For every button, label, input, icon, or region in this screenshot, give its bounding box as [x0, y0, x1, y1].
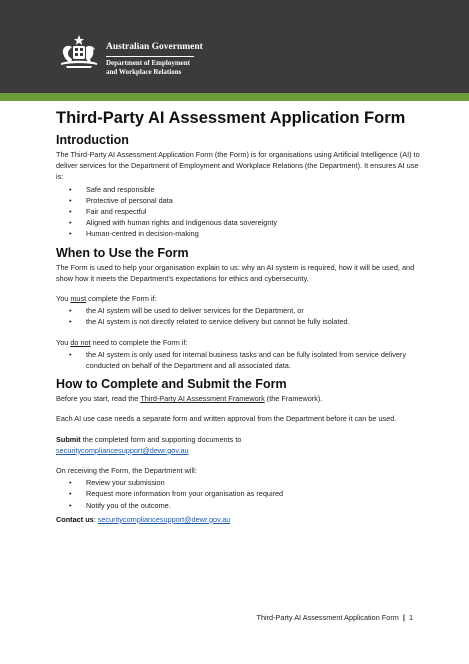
each-use-case-paragraph: Each AI use case needs a separate form and written approval from the Department before it can be used.: [56, 414, 397, 424]
page-footer: [256, 613, 413, 622]
must-bullet-list: [56, 305, 421, 327]
submit-text: the completed form and supporting documents to: [80, 434, 242, 444]
read-suffix: (the Framework).: [264, 394, 323, 404]
page-number: 1: [408, 613, 413, 622]
page-header: [0, 0, 469, 93]
not-bullet-list: [56, 349, 421, 371]
must-prefix: You: [56, 294, 71, 304]
receiving-paragraph: On receiving the Form, the Department will:: [56, 466, 197, 476]
list-item: • Notify you of the outcome.: [56, 500, 421, 511]
list-item: • the AI system is not directly related to service delivery but cannot be fully isolated.: [56, 316, 421, 327]
list-item: • the AI system will be used to deliver services for the Department, or: [56, 305, 421, 316]
contact-bold: Contact us: [56, 514, 94, 524]
list-item: • Safe and responsible: [56, 184, 421, 195]
intro-paragraph: The Third-Party AI Assessment Application Form (the Form) is for organisations using Artificial Intelligence (AI) to deliver services for the Department of Employment and Workplace Relations (the Department). It ensures AI use is:: [56, 150, 420, 182]
must-intro: [56, 293, 421, 304]
government-name: Australian Government: [106, 42, 203, 52]
not-emphasis: do not: [70, 337, 91, 347]
list-item: • Human-centred in decision-making: [56, 228, 421, 239]
when-paragraph: The Form is used to help your organisation explain to us: why an AI system is required, how it will be used, and show how it meets the Department’s expectations for ethics and cybersecurity.: [56, 262, 415, 283]
submit-paragraph: [56, 434, 421, 456]
document-title: Third-Party AI Assessment Application Form: [56, 109, 406, 127]
list-item: • Protective of personal data: [56, 195, 421, 206]
list-item: • Aligned with human rights and Indigenous data sovereignty: [56, 217, 421, 228]
government-logo-text: [106, 42, 203, 76]
list-item: • Fair and respectful: [56, 206, 421, 217]
logo-divider: [106, 56, 194, 57]
receiving-bullet-list: [56, 477, 421, 511]
list-item: • the AI system is only used for internal business tasks and can be fully isolated from service delivery conducted on behalf of the Department and all associated data.: [56, 349, 421, 371]
list-item: • Review your submission: [56, 477, 421, 488]
submit-email-link[interactable]: securitycompliancesupport@dewr.gov.au: [56, 445, 189, 455]
intro-bullet-list: [56, 184, 421, 240]
submit-bold: Submit: [56, 434, 81, 444]
framework-link[interactable]: Third-Party AI Assessment Framework: [140, 394, 265, 404]
not-suffix: need to complete the Form if:: [90, 337, 188, 347]
section-heading-how: How to Complete and Submit the Form: [56, 377, 287, 392]
accent-bar: [0, 93, 469, 101]
contact-paragraph: [56, 514, 421, 525]
not-prefix: You: [56, 337, 71, 347]
section-heading-introduction: Introduction: [56, 133, 129, 147]
section-heading-when: When to Use the Form: [56, 245, 189, 260]
department-line-1: Department of Employment: [106, 59, 190, 67]
contact-separator: :: [93, 514, 98, 524]
list-item: • Request more information from your organisation as required: [56, 488, 421, 499]
coat-of-arms-icon: [58, 33, 100, 71]
document-body: [56, 107, 421, 525]
footer-separator: |: [402, 613, 405, 622]
department-line-2: and Workplace Relations: [106, 67, 182, 76]
read-prefix: Before you start, read the: [56, 394, 141, 404]
must-emphasis: must: [70, 294, 87, 304]
contact-email-link[interactable]: securitycompliancesupport@dewr.gov.au: [97, 514, 231, 524]
not-intro: [56, 337, 421, 348]
read-framework-paragraph: [56, 393, 421, 404]
footer-title: Third-Party AI Assessment Application Form: [256, 613, 399, 622]
must-suffix: complete the Form if:: [86, 294, 157, 304]
